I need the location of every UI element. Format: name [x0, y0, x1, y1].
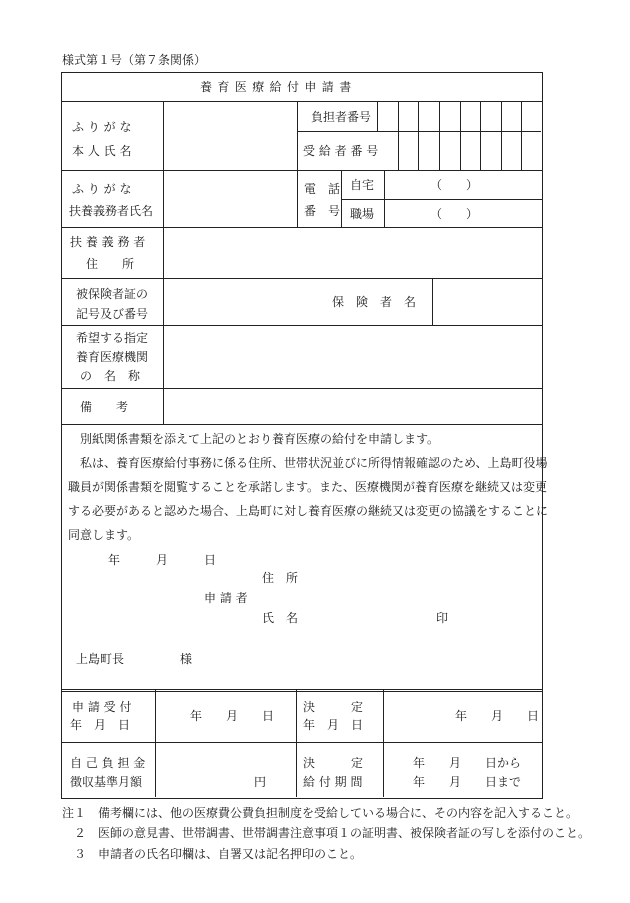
institution-label-3: の 名 称 [80, 369, 141, 383]
seal-mark: 印 [436, 611, 449, 625]
burden-number-label: 負担者番号 [311, 110, 372, 124]
guardian-address-label-1: 扶 養 義 務 者 [70, 235, 146, 249]
address-label: 住 所 [262, 571, 299, 585]
application-date: 年 月 日 [108, 553, 217, 567]
insurance-label-2: 記号及び番号 [76, 307, 149, 321]
receipt-label-2: 年 月 日 [70, 718, 131, 732]
name-label: 氏 名 [262, 611, 299, 625]
home-phone-paren: （ ） [430, 178, 479, 192]
receipt-date: 年 月 日 [190, 709, 275, 723]
form-id: 様式第１号（第７条関係） [62, 53, 207, 67]
receipt-label-1: 申 請 受 付 [72, 700, 132, 714]
decision-label-1: 決 定 [303, 700, 364, 714]
work-phone-label: 職場 [350, 207, 375, 221]
furigana-label-1: ふ り が な [72, 120, 132, 134]
period-label-2: 給 付 期 間 [303, 775, 363, 789]
phone-label-1: 電 話 [304, 182, 341, 196]
furigana-label-2: ふ り が な [72, 182, 132, 196]
period-label-1: 決 定 [303, 756, 364, 770]
declaration-text: 別紙関係書類を添えて上記のとおり養育医療の給付を申請します。 私は、養育医療給付事務に係る住所、世帯状況並びに所得情報確認のため、上島町役場職員が関係書類を閲覧することを承諾します。また、医療機関が養育医療を継続又は変更する必要があると認めた場合、上島町に対し養育医療の継続又は変更の協議をすることに同意します。 [68, 432, 549, 542]
institution-label-1: 希望する指定 [76, 331, 149, 345]
self-pay-label-1: 自 己 負 担 金 [70, 756, 146, 770]
phone-label-2: 番 号 [304, 204, 341, 218]
decision-date: 年 月 日 [455, 709, 540, 723]
note-1: 注１ 備考欄には、他の医療費公費負担制度を受給している場合に、その内容を記入すること。 [62, 806, 579, 820]
note-2: ２ 医師の意見書、世帯調書、世帯調書注意事項１の証明書、被保険者証の写しを添付のこと。 [62, 826, 591, 840]
yen-unit: 円 [254, 775, 267, 789]
insurance-label-1: 被保険者証の [76, 287, 149, 301]
person-name-label: 本 人 氏 名 [72, 144, 132, 158]
period-to: 年 月 日まで [413, 775, 522, 789]
addressee: 上島町長 [76, 652, 125, 666]
guardian-address-label-2: 住 所 [86, 257, 135, 271]
period-from: 年 月 日から [413, 756, 522, 770]
work-phone-paren: （ ） [430, 207, 479, 221]
home-phone-label: 自宅 [350, 178, 375, 192]
recipient-number-label: 受 給 者 番 号 [303, 144, 379, 158]
self-pay-label-2: 徴収基準月額 [70, 775, 143, 789]
applicant-label: 申 請 者 [204, 591, 248, 605]
addressee-honorific: 様 [180, 652, 193, 666]
insurer-name-label: 保 険 者 名 [332, 295, 417, 309]
institution-label-2: 養育医療機関 [76, 350, 149, 364]
note-3: ３ 申請者の氏名印欄は、自署又は記名押印のこと。 [62, 847, 363, 861]
form-title: 養育医療給付申請書 [200, 80, 357, 94]
decision-label-2: 年 月 日 [303, 718, 364, 732]
remarks-label: 備 考 [80, 400, 129, 414]
guardian-name-label: 扶養義務者氏名 [69, 204, 154, 218]
